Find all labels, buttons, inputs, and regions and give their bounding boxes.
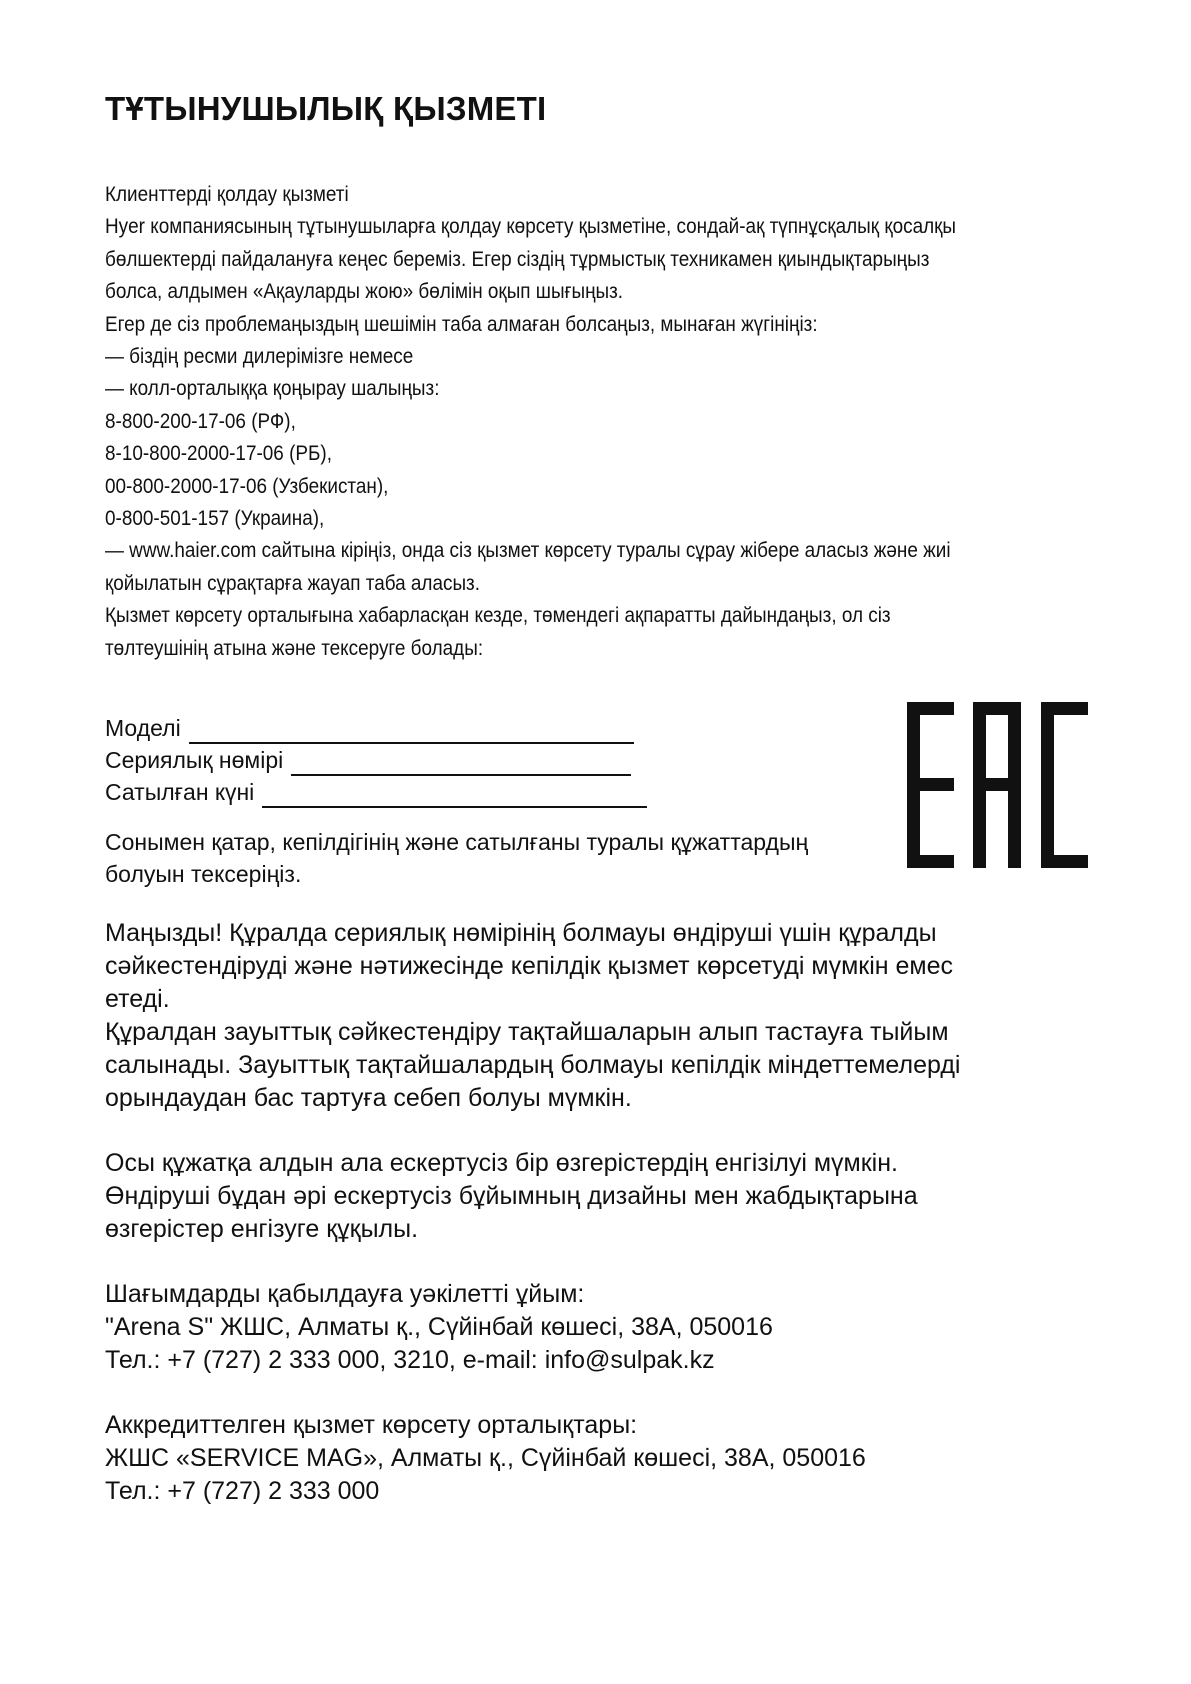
check-line: болуын тексеріңіз.: [105, 861, 302, 887]
service-line: Аккредиттелген қызмет көрсету орталықтары:: [105, 1411, 638, 1439]
changes-line: өзгерістер енгізуге құқылы.: [105, 1215, 419, 1243]
phone-line: 8-10-800-2000-17-06 (РБ),: [105, 441, 332, 466]
complaints-line: "Arena S" ЖШС, Алматы қ., Сүйінбай көшесі, 38А, 050016: [105, 1313, 773, 1341]
serial-label: Сериялық нөмірі: [105, 747, 284, 773]
complaints-line: Шағымдарды қабылдауға уәкілетті ұйым:: [105, 1280, 585, 1308]
important-line: салынады. Зауыттық тақтайшалардың болмауы кепілдік міндеттемелерді: [105, 1051, 961, 1079]
complaints-line: Тел.: +7 (727) 2 333 000, 3210, e-mail: info@sulpak.kz: [105, 1346, 715, 1374]
intro-line: Клиенттерді қолдау қызметі: [105, 182, 349, 206]
important-line: сәйкестендіруді және нәтижесінде кепілдік қызмет көрсетуді мүмкін емес: [105, 952, 953, 980]
sale-date-label: Сатылған күні: [105, 779, 255, 805]
important-notice: [105, 917, 960, 1115]
important-line: Маңызды! Құралда сериялық нөмірінің болмауы өндіруші үшін құралды: [105, 919, 937, 947]
service-centers-contact: [105, 1409, 866, 1508]
model-field: [105, 712, 647, 744]
intro-line: төлтеушінің атына және тексеруге болады:: [105, 635, 484, 660]
changes-notice: [105, 1147, 918, 1246]
complaints-contact: [105, 1278, 773, 1377]
sale-date-field: [105, 776, 647, 808]
intro-line: Қызмет көрсету орталығына хабарласқан кезде, төмендегі ақпаратты дайындаңыз, ол сіз: [105, 603, 891, 628]
check-docs-note: [105, 826, 808, 890]
phone-line: 0-800-501-157 (Украина),: [105, 506, 325, 531]
changes-line: Осы құжатқа алдын ала ескертусіз бір өзгерістердің енгізілуі мүмкін.: [105, 1149, 898, 1177]
important-line: орындаудан бас тартуға себеп болуы мүмкін.: [105, 1084, 632, 1112]
phone-line: 00-800-2000-17-06 (Узбекистан),: [105, 473, 389, 498]
check-line: Сонымен қатар, кепілдігінің және сатылғаны туралы құжаттардың: [105, 829, 809, 855]
intro-section: [105, 178, 1099, 664]
intro-line: — колл-орталыққа қоңырау шалыңыз:: [105, 376, 440, 401]
eac-certification-logo: [907, 702, 1088, 868]
product-info-fields: [105, 712, 647, 808]
intro-line: болса, алдымен «Ақауларды жою» бөлімін оқып шығыңыз.: [105, 279, 624, 304]
intro-line: Hyer компаниясының тұтынушыларға қолдау көрсету қызметіне, сондай-ақ түпнұсқалық қосалқы: [105, 214, 957, 239]
serial-blank-line: [291, 752, 631, 776]
page-title: ТҰТЫНУШЫЛЫҚ ҚЫЗМЕТІ: [105, 90, 547, 127]
important-line: Құралдан зауыттық сәйкестендіру тақтайшаларын алып тастауға тыйым: [105, 1018, 949, 1046]
intro-line: Егер де сіз проблемаңыздың шешімін таба алмаған болсаңыз, мынаған жүгініңіз:: [105, 311, 818, 336]
intro-line: бөлшектерді пайдалануға кеңес береміз. Егер сіздің тұрмыстық техникамен қиындықтарыңыз: [105, 246, 930, 271]
changes-line: Өндіруші бұдан әрі ескертусіз бұйымның дизайны мен жабдықтарына: [105, 1182, 918, 1210]
model-blank-line: [189, 720, 634, 744]
intro-line: қойылатын сұрақтарға жауап таба аласыз.: [105, 570, 480, 595]
service-line: ЖШС «SERVICE MAG», Алматы қ., Сүйінбай көшесі, 38А, 050016: [105, 1444, 866, 1472]
model-label: Моделі: [105, 715, 181, 741]
sale-date-blank-line: [262, 784, 647, 808]
phone-line: 8-800-200-17-06 (РФ),: [105, 408, 296, 433]
important-line: етеді.: [105, 985, 170, 1013]
service-line: Тел.: +7 (727) 2 333 000: [105, 1477, 380, 1505]
intro-line: — біздің ресми дилерімізге немесе: [105, 344, 414, 369]
intro-line: — www.haier.com сайтына кіріңіз, онда сіз қызмет көрсету туралы сұрау жібере аласыз және жиі: [105, 538, 951, 563]
serial-field: [105, 744, 647, 776]
